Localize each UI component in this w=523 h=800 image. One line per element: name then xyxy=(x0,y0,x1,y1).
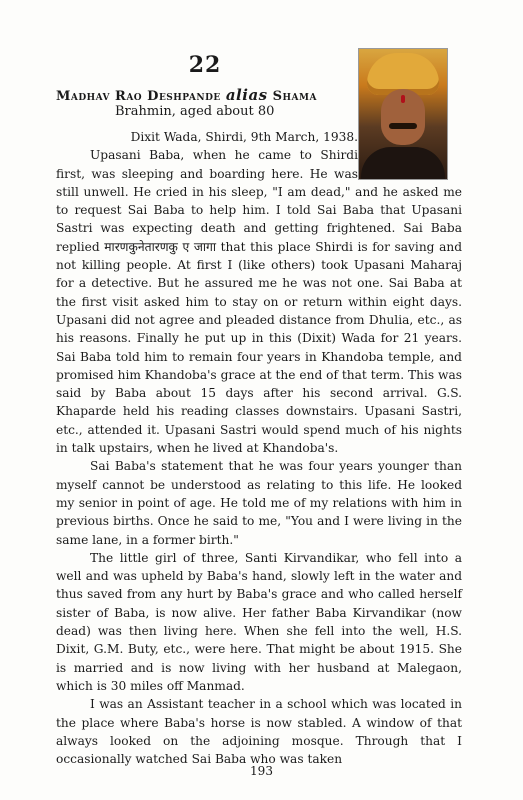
dateline: Dixit Wada, Shirdi, 9th March, 1938. xyxy=(130,130,358,144)
paragraph: The little girl of three, Santi Kirvandikar, who fell into a well and was upheld by Baba's hand, slowly left in the water and thus saved from any hurt by Baba's grace and who called herself sister of Baba, is now alive. Her father Baba Kirvandikar (now dead) was then living here. When she fell into the well, H.S. Dixit, G.M. Buty, etc., were here. That might be about 1915. She is married and is now living with her husband at Malegaon, which is 30 miles off Manmad. xyxy=(56,550,462,693)
chapter-title xyxy=(56,86,356,104)
title-name: Madhav Rao Deshpande xyxy=(56,89,221,104)
title-alias-name: Shama xyxy=(272,89,317,104)
page-number: 193 xyxy=(250,764,273,778)
paragraph: I was an Assistant teacher in a school which was located in the place where Baba's horse is now stabled. A window of that always looked on the adjoining mosque. Through that I occasionally watched Sai Baba who was taken xyxy=(56,697,462,767)
paragraph: Sai Baba's statement that he was four years younger than myself cannot be understood as relating to this life. He looked my senior in point of age. He told me of my relations with him in previous births. Once he said to me, "You and I were living in the same lane, in a former birth." xyxy=(56,459,462,547)
title-alias-word: alias xyxy=(225,86,268,104)
chapter-number: 22 xyxy=(188,52,222,78)
portrait-forehead-mark xyxy=(401,95,405,103)
portrait-float-spacer xyxy=(358,128,462,180)
body-text xyxy=(56,128,462,768)
chapter-subtitle: Brahmin, aged about 80 xyxy=(115,104,275,119)
paragraph: Upasani Baba, when he came to Shirdi first, was sleeping and boarding here. He was still unwell. He cried in his sleep, "I am dead," and he asked me to request Sai Baba to help him. I told Sai Baba that Upasani Sastri was expecting death and getting frightened. Sai Baba replied मारणकुनेतारणकु ए जागा that this place Shirdi is for saving and not killing people. At first I (like others) took Upasani Maharaj for a detective. But he assured me he was not one. Sai Baba at the first visit asked him to stay on or return within eight days. Upasani did not agree and pleaded distance from Dhulia, etc., as his reasons. Finally he put up in this (Dixit) Wada for 21 years. Sai Baba told him to remain four years in Khandoba temple, and promised him Khandoba's grace at the end of that term. This was said by Baba about 15 days after his second arrival. G.S. Khaparde held his reading classes downstairs. Upasani Sastri, etc., attended it. Upasani Sastri would spend much of his nights in talk upstairs, when he lived at Khandoba's. xyxy=(56,148,462,456)
